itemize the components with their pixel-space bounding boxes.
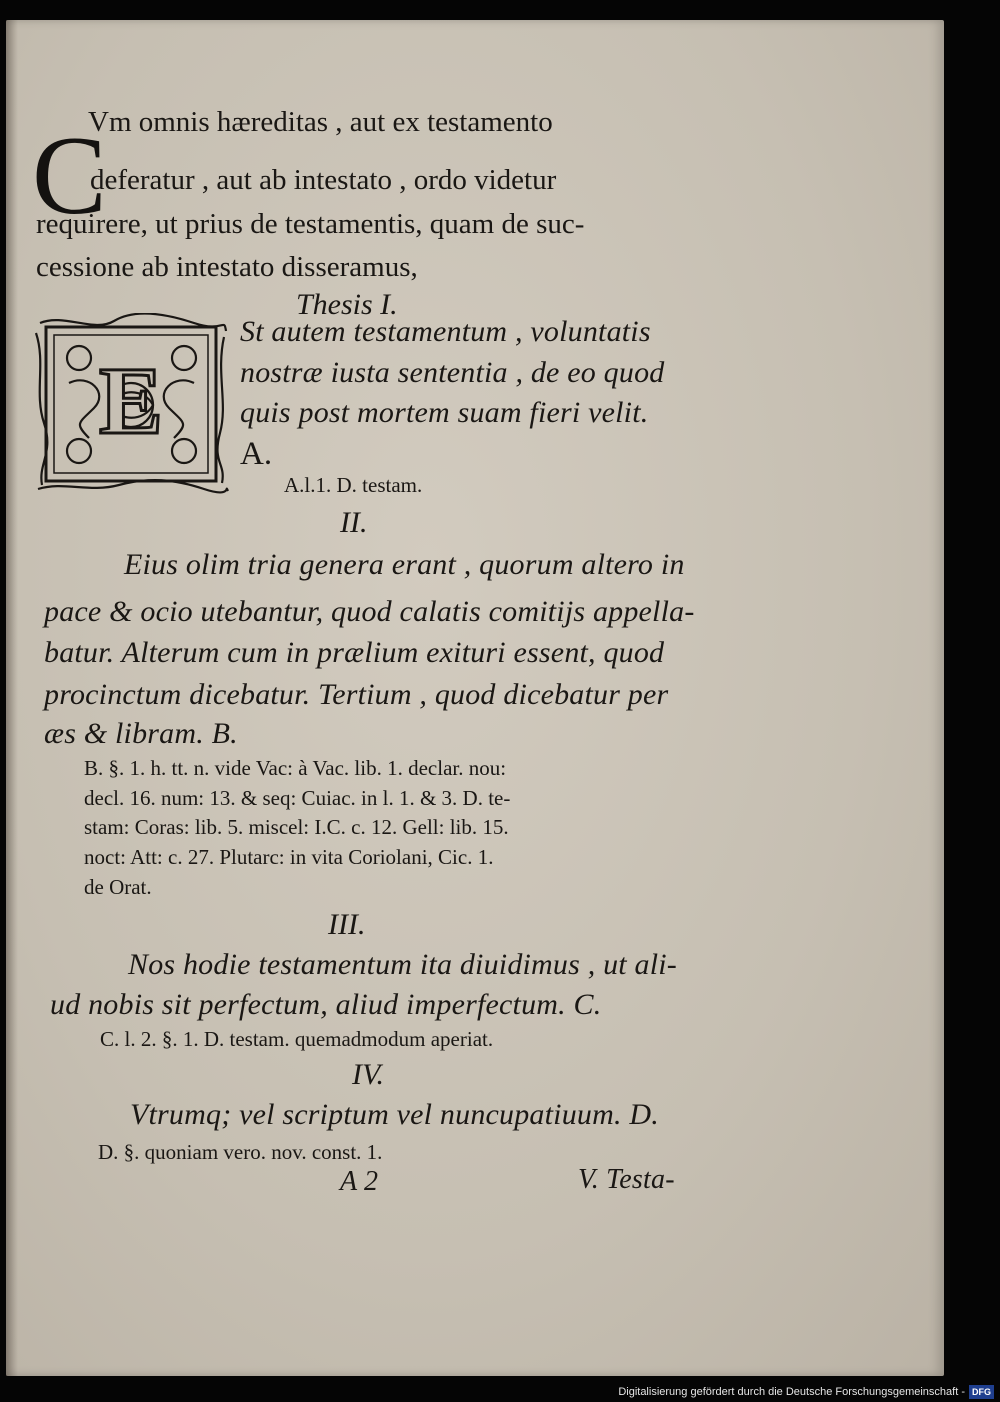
thesis-1-line-1: St autem testamentum , voluntatis (240, 315, 651, 348)
ornament-letter: E (98, 347, 164, 454)
thesis-2-line-5: æs & libram. B. (44, 717, 238, 750)
thesis-4-heading: IV. (352, 1058, 384, 1091)
footer-credit: Digitalisierung gefördert durch die Deutsche Forschungsgemeinschaft - (618, 1386, 965, 1398)
note-b-line-2: decl. 16. num: 13. & seq: Cuiac. in l. 1. & 3. D. te- (84, 786, 511, 810)
thesis-4-line: Vtrumq; vel scriptum vel nuncupatiuum. D. (130, 1098, 659, 1131)
drop-cap-c: C (32, 114, 107, 238)
book-page (6, 20, 944, 1376)
intro-line-3: requirere, ut prius de testamentis, quam de suc- (36, 208, 585, 240)
thesis-3-line-2: ud nobis sit perfectum, aliud imperfectum. C. (50, 988, 602, 1021)
page-signature: A 2 (340, 1166, 379, 1197)
thesis-2-line-2: pace & ocio utebantur, quod calatis comitijs appella- (44, 595, 695, 628)
thesis-1-heading: Thesis I. (296, 288, 398, 321)
note-c: C. l. 2. §. 1. D. testam. quemadmodum aperiat. (100, 1027, 494, 1051)
thesis-1-line-2: nostræ iusta sententia , de eo quod (240, 356, 665, 389)
note-b-line-1: B. §. 1. h. tt. n. vide Vac: à Vac. lib. 1. declar. nou: (84, 756, 507, 780)
page-spine-shadow (6, 20, 18, 1376)
thesis-2-heading: II. (340, 506, 368, 539)
catchword: V. Testa- (578, 1164, 675, 1195)
thesis-3-heading: III. (328, 908, 366, 941)
thesis-2-line-1: Eius olim tria genera erant , quorum altero in (124, 548, 685, 581)
thesis-3-line-1: Nos hodie testamentum ita diuidimus , ut ali- (128, 948, 677, 981)
note-d: D. §. quoniam vero. nov. const. 1. (98, 1140, 383, 1164)
intro-line-1: Vm omnis hæreditas , aut ex testamento (88, 106, 553, 138)
note-b-line-5: de Orat. (84, 875, 152, 899)
thesis-1-line-4: A. (240, 436, 273, 472)
intro-line-4: cessione ab intestato disseramus, (36, 251, 418, 283)
note-b-line-4: noct: Att: c. 27. Plutarc: in vita Coriolani, Cic. 1. (84, 845, 494, 869)
thesis-2-line-4: procinctum dicebatur. Tertium , quod dicebatur per (44, 678, 669, 711)
note-a: A.l.1. D. testam. (284, 473, 423, 497)
intro-line-2: deferatur , aut ab intestato , ordo videtur (90, 164, 557, 196)
thesis-2-line-3: batur. Alterum cum in prælium exituri essent, quod (44, 636, 665, 669)
ornamental-initial-e (34, 313, 229, 495)
thesis-1-line-3: quis post mortem suam fieri velit. (240, 396, 649, 429)
digitization-footer (618, 1384, 994, 1400)
note-b-line-3: stam: Coras: lib. 5. miscel: I.C. c. 12. Gell: lib. 15. (84, 815, 509, 839)
dfg-logo: DFG (969, 1385, 994, 1399)
